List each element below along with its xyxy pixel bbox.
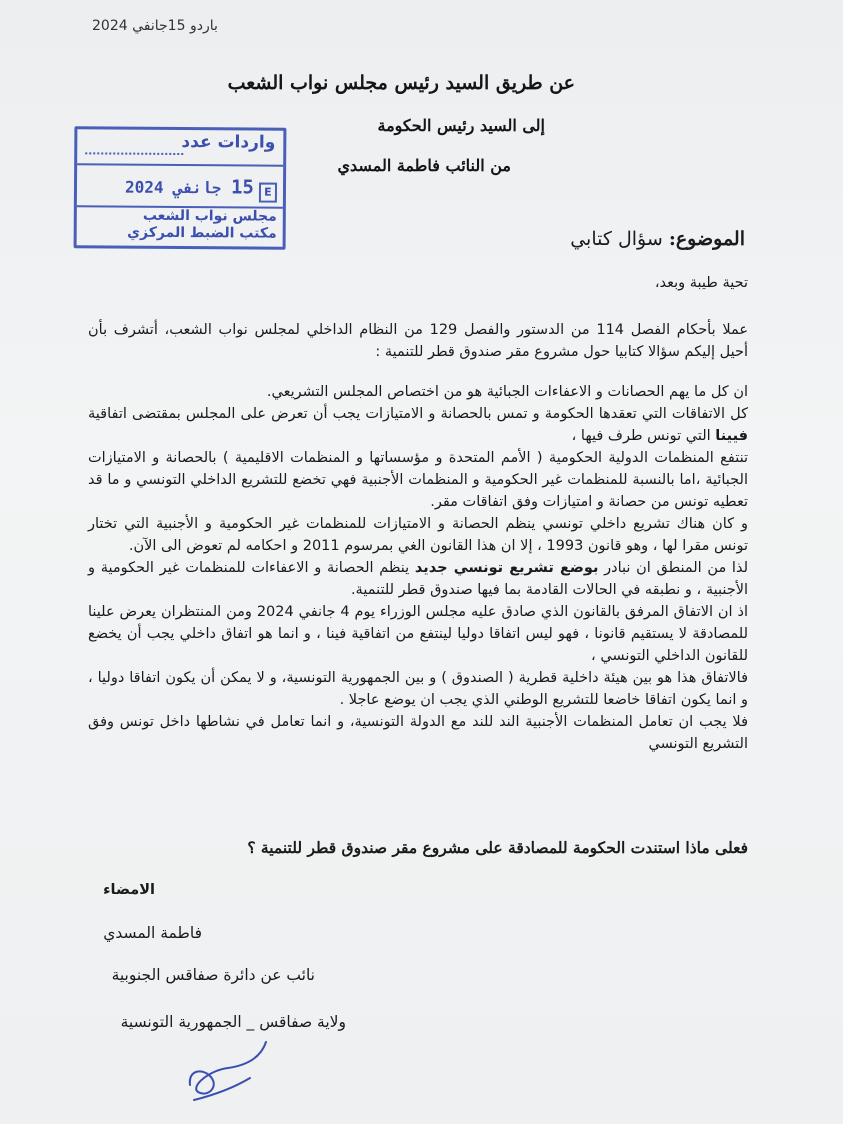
date-line: باردو 15جانفي 2024: [92, 18, 218, 34]
intro-paragraph: عملا بأحكام الفصل 114 من الدستور والفصل 129 من النظام الداخلي لمجلس نواب الشعب، أتشرف بأن أحيل إليكم سؤالا كتابيا حول مشروع مقر صندوق قطر للتنمية :: [88, 322, 749, 360]
signatory-state: ولاية صفاقس _ الجمهورية التونسية: [120, 1013, 346, 1031]
paragraph-4: و كان هناك تشريع داخلي تونسي ينظم الحصانة و الامتيازات للمنظمات غير الحكومية و الأجنبية التي تختار تونس مقرا لها ، وهو قانون 1993 ، إلا ان هذا القانون الغي بمرسوم 2011 و احكامه لم تعوض الى الآن.: [88, 516, 748, 554]
paragraph-2: كل الاتفاقات التي تعقدها الحكومة و تمس بالحصانة و الامتيازات يجب أن تعرض على المجلس بمقتضى اتفاقية فيينا التي تونس طرف فيها ،: [88, 406, 748, 444]
signatory-district: نائب عن دائرة صفاقس الجنوبية: [111, 966, 315, 984]
paragraph-1: ان كل ما يهم الحصانات و الاعفاءات الجبائية هو من اختصاص المجلس التشريعي.: [266, 384, 748, 400]
subject-line: [570, 228, 745, 250]
subject-label: الموضوع:: [668, 228, 745, 250]
stamp-date: [125, 176, 254, 199]
stamp-line-parliament: مجلس نواب الشعب: [142, 207, 277, 225]
paragraph-3: تنتفع المنظمات الدولية الحكومية ( الأمم المتحدة و مؤسساتها و المنظمات الاقليمية ) بالحصانة و الامتيازات الجبائية ،اما بالنسبة للمنظمات غير الحكومية و المنظمات الأجنبية فهي تخضع للتشريع الداخلي التونسي و ما قد تعطيه تونس من حصانة و امتيازات وفق اتفاقات مقر.: [88, 450, 748, 510]
subject-value: سؤال كتابي: [570, 228, 663, 250]
bold-new-legislation: بوضع تشريع تونسي جديد: [414, 560, 599, 576]
address-from: من النائب فاطمة المسدي: [337, 156, 511, 175]
stamp-letter: E: [259, 183, 277, 203]
paragraph-8: فلا يجب ان تعامل المنظمات الأجنبية الند للند مع الدولة التونسية، و انما تعامل في نشاطها داخل تونس وفق التشريع التونسي: [88, 714, 748, 752]
stamp-year: 2024: [124, 177, 164, 197]
handwritten-signature: [180, 1030, 270, 1110]
paragraph-7: فالاتفاق هذا هو بين هيئة داخلية قطرية ( الصندوق ) و بين الجمهورية التونسية، و لا يمكن أن يكون اتفاقا دوليا ، و انما يكون اتفاقا خاضعا للتشريع الوطني الذي يجب ان يوضع عاجلا .: [88, 670, 748, 708]
paragraph-6: اذ ان الاتفاق المرفق بالقانون الذي صادق عليه مجلس الوزراء يوم 4 جانفي 2024 ومن المنتظران يعرض علينا للمصادقة لا يستقيم قانونا ، فهو ليس اتفاقا دوليا لينتفع من اتفاقية فينا ، و انما هو اتفاق داخلي يجب أن يخضع للقانون الداخلي التونسي ،: [88, 604, 748, 664]
stamp-divider: [77, 163, 283, 166]
reception-stamp: [74, 126, 287, 249]
signatory-name: فاطمة المسدي: [103, 924, 202, 942]
address-to: إلى السيد رئيس الحكومة: [377, 116, 545, 135]
stamp-day: 15: [230, 176, 254, 199]
closing-question: فعلى ماذا استندت الحكومة للمصادقة على مشروع مقر صندوق قطر للتنمية ؟: [247, 838, 748, 857]
body-text: [88, 381, 748, 755]
address-via: عن طريق السيد رئيس مجلس نواب الشعب: [227, 72, 575, 94]
stamp-month: جانفي: [173, 177, 222, 198]
paragraph-5: لذا من المنطق ان نبادر بوضع تشريع تونسي جديد ينظم الحصانة و الاعفاءات للمنظمات غير الحكومية و الأجنبية ، و نطبقه في الحالات القادمة بما فيها صندوق قطر للتنمية.: [88, 560, 748, 598]
bold-vienna: فيينا: [715, 428, 748, 444]
signature-label: الامضاء: [103, 882, 155, 898]
stamp-line-office: مكتب الضبط المركزي: [127, 224, 277, 242]
stamp-title: واردات عدد: [181, 132, 276, 153]
greeting: تحية طيبة وبعد،: [654, 275, 748, 291]
stamp-number-dots: [85, 140, 183, 155]
